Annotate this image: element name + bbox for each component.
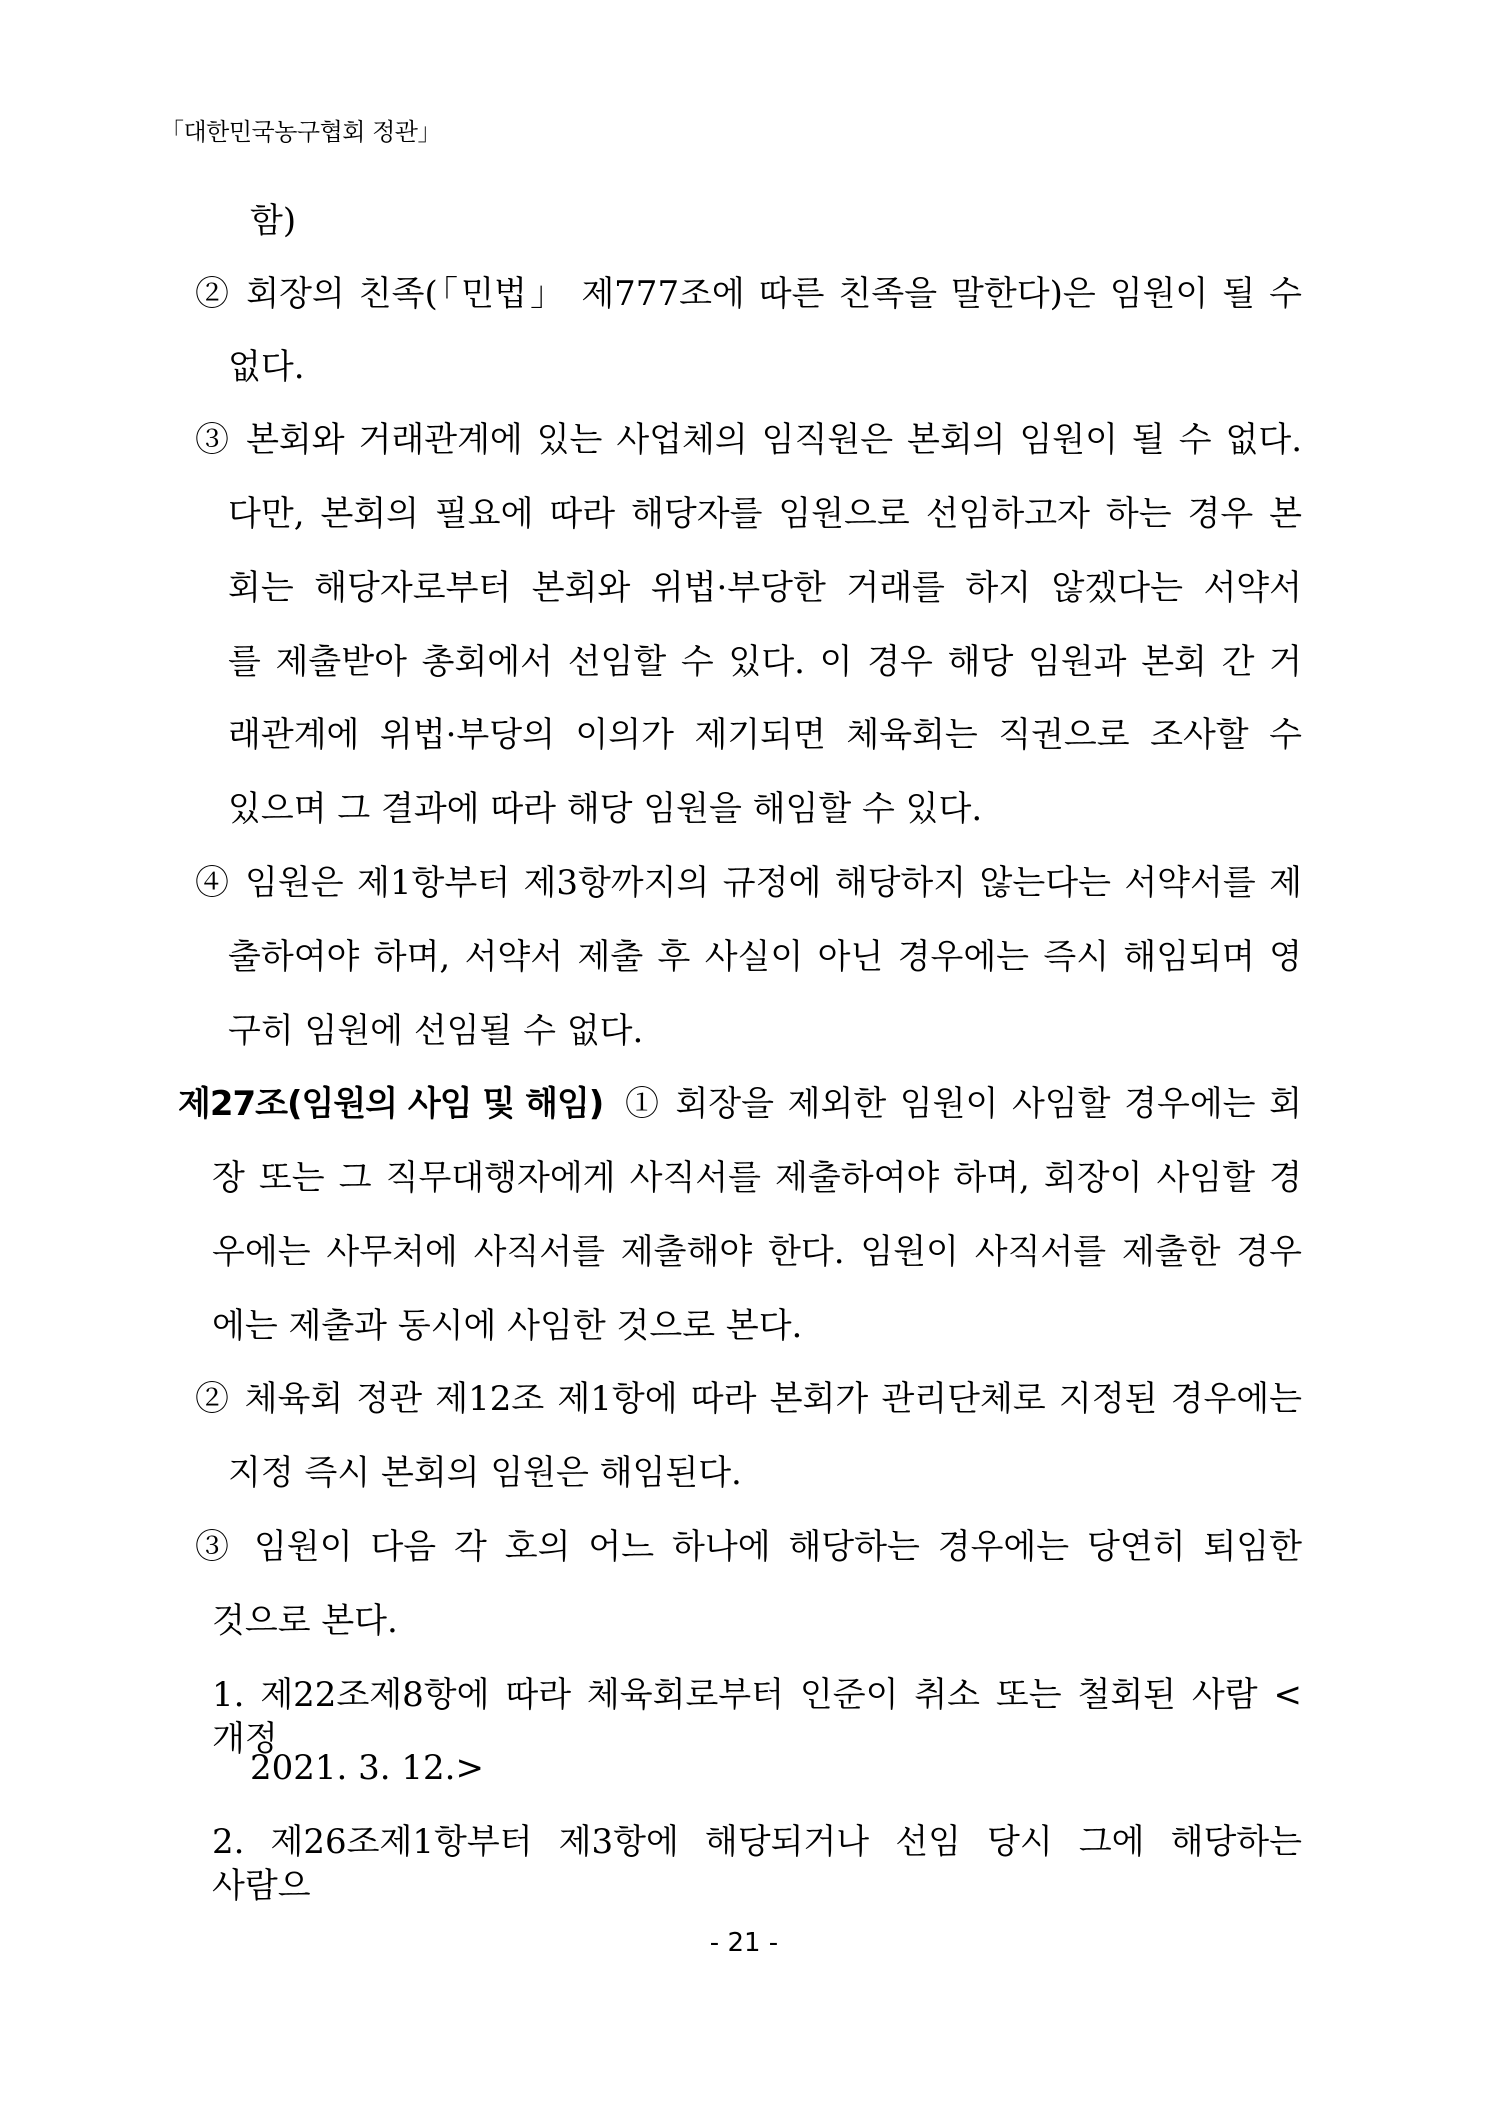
article-27-title: 제27조(임원의 사임 및 해임) bbox=[178, 1084, 604, 1124]
article-27-clause-3: ③ 임원이 다음 각 호의 어느 하나에 해당하는 경우에는 당연히 퇴임한 bbox=[195, 1527, 1302, 1567]
text-line: 2021. 3. 12.> bbox=[250, 1748, 484, 1788]
clause-3: ③ 본회와 거래관계에 있는 사업체의 임직원은 본회의 임원이 될 수 없다. bbox=[195, 420, 1302, 460]
clause-4: ④ 임원은 제1항부터 제3항까지의 규정에 해당하지 않는다는 서약서를 제 bbox=[195, 863, 1302, 903]
text-line: 장 또는 그 직무대행자에게 사직서를 제출하여야 하며, 회장이 사임할 경 bbox=[212, 1158, 1302, 1198]
text-line: 회는 해당자로부터 본회와 위법·부당한 거래를 하지 않겠다는 서약서 bbox=[228, 568, 1302, 608]
text-line: 지정 즉시 본회의 임원은 해임된다. bbox=[228, 1453, 742, 1493]
article-27-clause-2: ② 체육회 정관 제12조 제1항에 따라 본회가 관리단체로 지정된 경우에는 bbox=[195, 1379, 1302, 1419]
text-line: 에는 제출과 동시에 사임한 것으로 본다. bbox=[212, 1306, 803, 1346]
text-line: 다만, 본회의 필요에 따라 해당자를 임원으로 선임하고자 하는 경우 본 bbox=[228, 494, 1302, 534]
text-line: 출하여야 하며, 서약서 제출 후 사실이 아닌 경우에는 즉시 해임되며 영 bbox=[228, 937, 1302, 977]
list-item-2: 2. 제26조제1항부터 제3항에 해당되거나 선임 당시 그에 해당하는 사람으 bbox=[212, 1822, 1302, 1906]
text-line: 함) bbox=[250, 201, 297, 241]
list-item-1: 1. 제22조제8항에 따라 체육회로부터 인준이 취소 또는 철회된 사람 <개정 bbox=[212, 1675, 1302, 1759]
clause-2: ② 회장의 친족(「민법」 제777조에 따른 친족을 말한다)은 임원이 될 수 bbox=[195, 274, 1302, 314]
text-line: 있으며 그 결과에 따라 해당 임원을 해임할 수 있다. bbox=[228, 789, 983, 829]
text-line: 것으로 본다. bbox=[212, 1601, 398, 1641]
text-line: 를 제출받아 총회에서 선임할 수 있다. 이 경우 해당 임원과 본회 간 거 bbox=[228, 642, 1302, 682]
page-number: - 21 - bbox=[709, 1928, 779, 1958]
document-header: 「대한민국농구협회 정관」 bbox=[160, 118, 441, 146]
text-line: 구히 임원에 선임될 수 없다. bbox=[228, 1011, 644, 1051]
article-27-clause-1: ① 회장을 제외한 임원이 사임할 경우에는 회 bbox=[625, 1084, 1302, 1124]
text-line: 우에는 사무처에 사직서를 제출해야 한다. 임원이 사직서를 제출한 경우 bbox=[212, 1232, 1302, 1272]
text-line: 없다. bbox=[228, 347, 305, 387]
text-line: 래관계에 위법·부당의 이의가 제기되면 체육회는 직권으로 조사할 수 bbox=[228, 715, 1302, 755]
